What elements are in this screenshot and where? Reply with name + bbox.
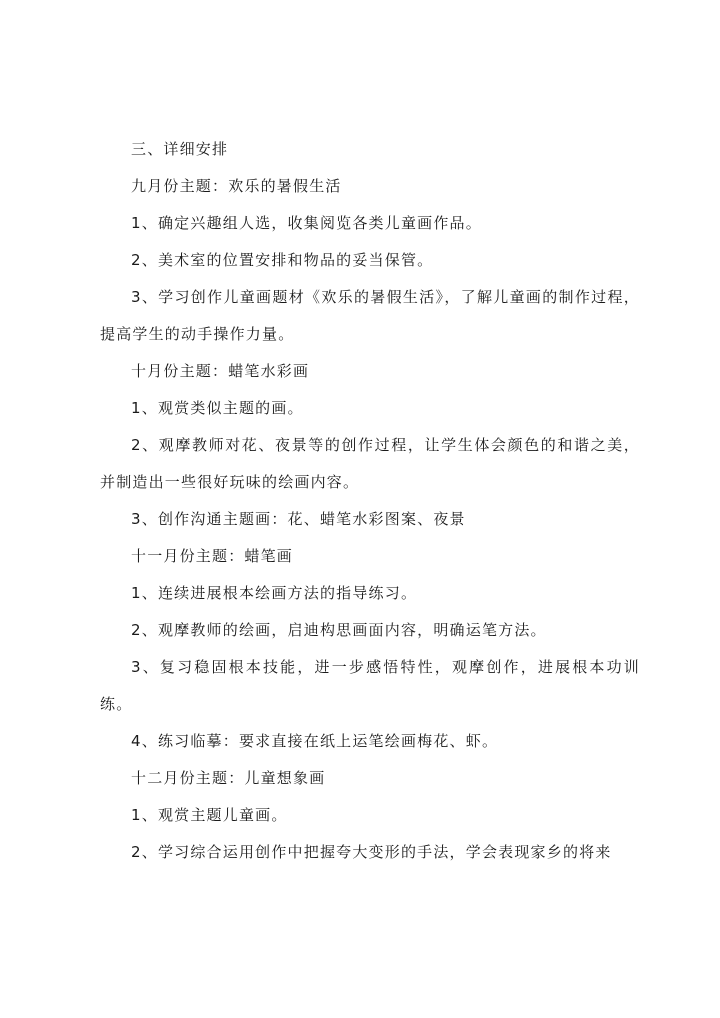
month-theme-november: 十一月份主题：蜡笔画	[131, 547, 294, 565]
list-item: 2、美术室的位置安排和物品的妥当保管。	[131, 251, 434, 269]
list-item: 2、学习综合运用创作中把握夸大变形的手法，学会表现家乡的将来	[131, 843, 612, 861]
list-item: 1、连续进展根本绘画方法的指导练习。	[131, 584, 418, 602]
list-item: 1、观赏类似主题的画。	[131, 399, 304, 417]
section-heading: 三、详细安排	[131, 140, 229, 158]
list-item: 3、创作沟通主题画：花、蜡笔水彩图案、夜景	[131, 510, 466, 528]
list-item: 4、练习临摹：要求直接在纸上运笔绘画梅花、虾。	[131, 732, 499, 750]
list-item: 2、观摩教师对花、夜景等的创作过程，让学生体会颜色的和谐之美，并制造出一些很好玩味的绘画内容。	[100, 436, 640, 491]
list-item: 2、观摩教师的绘画，启迪构思画面内容，明确运笔方法。	[131, 621, 547, 639]
document-body	[100, 131, 640, 871]
month-theme-september: 九月份主题：欢乐的暑假生活	[131, 177, 342, 195]
month-theme-october: 十月份主题：蜡笔水彩画	[131, 362, 310, 380]
month-theme-december: 十二月份主题：儿童想象画	[131, 769, 326, 787]
list-item: 3、复习稳固根本技能，进一步感悟特性，观摩创作，进展根本功训练。	[100, 658, 640, 713]
list-item: 3、学习创作儿童画题材《欢乐的暑假生活》，了解儿童画的制作过程，提高学生的动手操作力量。	[100, 288, 640, 343]
list-item: 1、确定兴趣组人选，收集阅览各类儿童画作品。	[131, 214, 482, 232]
list-item: 1、观赏主题儿童画。	[131, 806, 288, 824]
